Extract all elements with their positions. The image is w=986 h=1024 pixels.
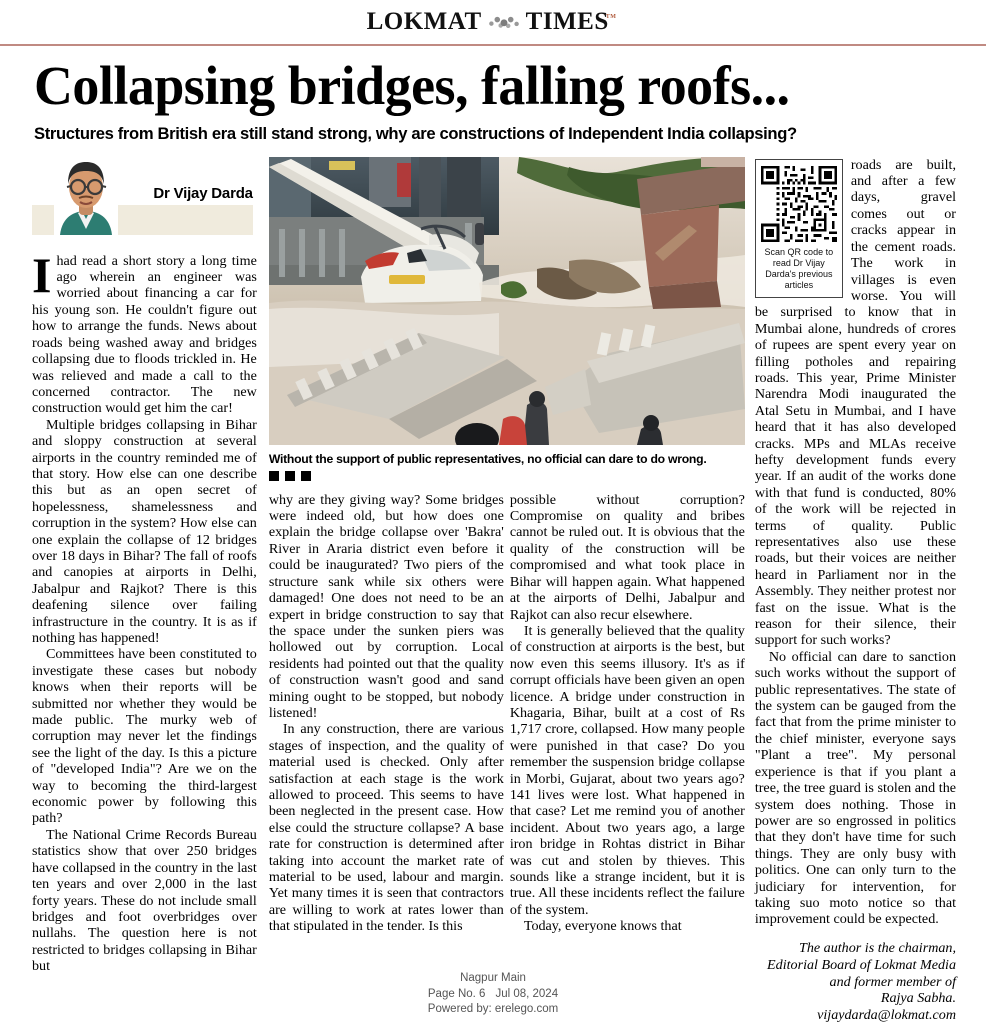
paragraph-text: Today, everyone knows that [523, 918, 682, 935]
paragraph-text: The National Crime Records Bureau statistics show that over 250 bridges have collapsed in the country in the last ten years and over 2,000 in the last forty years. These do not include small bridges and foot overbridges over nullahs. The question here is not restricted to bridges collapsing in Bihar but [32, 826, 257, 975]
paragraph [755, 649, 956, 928]
paragraph [32, 417, 257, 647]
paragraph [32, 646, 257, 826]
middle-columns [269, 492, 745, 935]
page-title: Collapsing bridges, falling roofs... [34, 54, 790, 116]
paragraph-text: why are they giving way? Some bridges were indeed old, but how does one explain the bridge collapse over 'Bakra' River in Araria district even before it could be inaugurated? Two piers of the structure sank while six others were damaged! One does not need to be an expert in bridge construction to say that the space under the sunken piers was hollowed out by corruption. Local residents had pointed out that the quality of construction wasn't good and sand mining ought to be stopped, but nobody listened! [268, 491, 504, 721]
column-one-text [32, 246, 257, 975]
square-marker-icon [301, 471, 311, 481]
footer-page-line [0, 987, 986, 1003]
paragraph-text: No official can dare to sanction such works without the support of public representatives. The state of the system can be gauged from the fact that from the prime minister to the chief minister, everyone says "Plant a tree". My personal experience is that if you plant a tree, the tree guard is stolen and the system does nothing. Those in power are so engrossed in politics that they don't have time for such things. They are only busy with politics. One can only turn to the judiciary for intervention, for taking suo moto notice so that improvement could be expected. [754, 648, 956, 928]
footer-edition: Nagpur Main [460, 972, 526, 985]
headline-section [0, 46, 986, 143]
square-marker-icon [269, 471, 279, 481]
masthead-logo[interactable] [367, 8, 620, 36]
article-body [0, 143, 986, 1024]
paragraph-text: Multiple bridges collapsing in Bihar and sloppy construction at several airports in the country reminded me of that story. How else can one describe this but as an open secret of hopelessness, shamelessness and corruption in the system? How else can one explain the collapse of 12 bridges over 18 days in Bihar? The fall of roofs and canopies at airports in Delhi, Jabalpur and Rajkot? There is this deafening silence over failing infrastructure in the country. It is as if nothing has happened! [32, 416, 257, 647]
paragraph-text: Committees have been constituted to investigate these cases but nobody knows when their reports will be submitted nor whether they would be made public. The murky web of corruption may never let the findings see the light of the day. Is this a picture of "developed India"? Are we on the way to becoming the third-largest economic power by following this path? [32, 646, 257, 827]
qr-code-caption: Scan QR code to read Dr Vijay Darda's previous articles [764, 246, 834, 291]
paragraph-text: possible without corruption? Compromise on quality and bribes cannot be ruled out. It is obvious that the quality of the construction will be compromised and what took place in Bihar will happen again. What happened at the airports of Delhi, Jabalpur and Rajkot can also recur elsewhere. [509, 491, 745, 623]
masthead-logo-right: TIMES [525, 8, 609, 35]
trademark-mark: TM [605, 14, 617, 20]
paragraph-text: In any construction, there are various stages of inspection, and the quality of material used is checked. Only after satisfaction at each stage is the work allowed to proceed. This seems to have been neglected in the present case. How else could the structure collapse? A base rate for construction is determined after taking into account the market rate of material to be used, labour and margin. Yet many times it is seen that contractors are willing to work at rates lower than that stipulated in the tender. Is this [268, 721, 504, 935]
column-four [745, 157, 956, 1024]
section-marker-icons [269, 471, 745, 481]
column-middle [269, 157, 745, 1024]
qr-code-icon [761, 166, 837, 242]
page-subtitle: Structures from British era still stand strong, why are constructions of Independent India collapsing? [34, 123, 797, 143]
page-footer [0, 971, 986, 1018]
paragraph [32, 827, 257, 975]
byline-line: and former member of [829, 973, 956, 990]
paragraph [510, 623, 745, 918]
paragraph-text: roads are built, and after a few days, gravel comes out or cracks appear in the cement roads. The work in villages is even worse. You will be surprised to know that in Mumbai alone, hundreds of crores of rupees are spent every year on filling potholes and repairing roads. This year, Prime Minister Narendra Modi inaugurated the Atal Setu in Mumbai, and I have heard that it has also developed cracks. MPs and MLAs receive hefty development funds every year. If an audit of the works done with that fund is conducted, 80% of the work will be rejected in terms of quality. Public representatives also use these roads, but their voices are neither heard in Parliament nor in the Assembly. They neither protest nor fast on the issue. What is the reason for their silence, their support for such works? [754, 156, 956, 649]
photo-caption: Without the support of public representatives, no official can dare to do wrong. [268, 451, 707, 466]
paragraph-text: It is generally believed that the quality of construction at airports is the best, but now even this seems illusory. It's as if corrupt officials have been given an open licence. A bridge under construction in Khagaria, Bihar, built at a cost of Rs 1,717 crore, collapsed. How many people were punished in that case? Do you remember the suspension bridge collapse in Morbi, Gujarat, about two years ago? 141 lives were lost. What happened in that case? Let me remind you of another incident. About two years ago, a large iron bridge in Rohtas district in Bihar was cut and stolen by thieves. This sounds like a strange incident, but it is true. All these incidents reflect the failure of the system. [509, 622, 745, 918]
dropcap-letter: I [32, 246, 52, 303]
column-one [32, 157, 269, 1024]
masthead [0, 0, 986, 44]
paragraph [32, 246, 257, 417]
footer-powered-by: Powered by: erelego.com [427, 1003, 559, 1016]
column-three-text [510, 492, 745, 935]
byline-line: Rajya Sabha. [880, 990, 956, 1007]
lotus-emblem-icon [483, 14, 525, 30]
footer-date: Jul 08, 2024 [495, 987, 559, 1000]
square-marker-icon [285, 471, 295, 481]
collapsed-bridge-flood-photo [269, 157, 745, 445]
author-portrait-icon [54, 157, 118, 235]
column-four-text [755, 157, 956, 928]
paragraph [269, 721, 504, 934]
footer-page-number: Page No. 6 [427, 987, 486, 1000]
byline-line: Editorial Board of Lokmat Media [767, 956, 956, 973]
qr-code-block[interactable] [755, 159, 843, 298]
paragraph [510, 492, 745, 623]
byline-line: The author is the chairman, [799, 939, 956, 956]
column-two-text [269, 492, 504, 935]
paragraph [510, 918, 745, 934]
paragraph [269, 492, 504, 722]
author-email[interactable]: vijaydarda@lokmat.com [817, 1007, 956, 1024]
author-name: Dr Vijay Darda [153, 184, 253, 202]
paragraph-text: had read a short story a long time ago wherein an engineer was worried about financing a car for his young son. He couldn't figure out how to arrange the funds. News about roads being washed away and bridges collapsing due to floods trickled in. He was relieved and made a call to the concerned contractor. The new construction would get him the car! [32, 252, 257, 417]
author-block [32, 157, 257, 245]
masthead-logo-left: LOKMAT [366, 8, 482, 35]
